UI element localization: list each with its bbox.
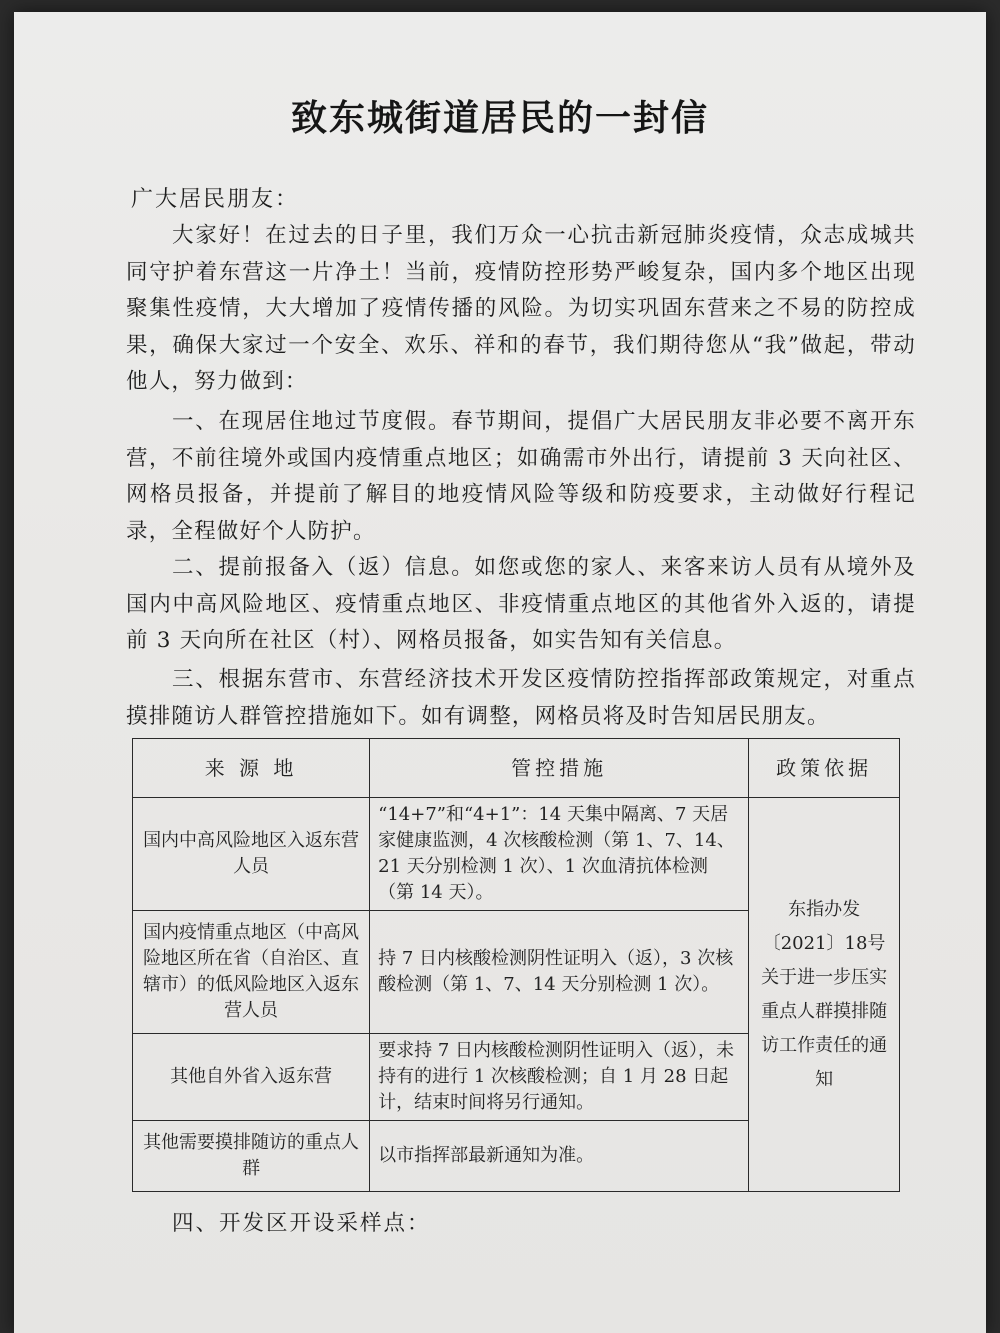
measure-cell: 以市指挥部最新通知为准。 [370, 1121, 749, 1192]
header-origin: 来 源 地 [133, 739, 370, 798]
measure-cell: “14+7”和“4+1”：14 天集中隔离、7 天居家健康监测，4 次核酸检测（第 1、7、14、21 天分别检测 1 次）、1 次血清抗体检测（第 14 天）。 [370, 798, 749, 911]
page-title: 致东城街道居民的一封信 [290, 98, 709, 139]
table-header-row [133, 739, 900, 798]
section-four-heading: 四、开发区开设采样点： [172, 1211, 431, 1236]
letter-page [14, 12, 986, 1333]
control-measures-table [132, 738, 900, 1192]
header-measure: 管控措施 [370, 739, 749, 798]
measure-cell: 持 7 日内核酸检测阴性证明入（返），3 次核酸检测（第 1、7、14 天分别检测 1 次）。 [370, 911, 749, 1034]
salutation: 广大居民朋友： [131, 187, 300, 212]
header-basis: 政策依据 [749, 739, 900, 798]
origin-cell: 国内中高风险地区入返东营人员 [133, 798, 370, 911]
origin-cell: 其他需要摸排随访的重点人群 [133, 1121, 370, 1192]
table-row [133, 798, 900, 911]
measure-cell: 要求持 7 日内核酸检测阴性证明入（返），未持有的进行 1 次核酸检测；自 1 月 28 日起计，结束时间将另行通知。 [370, 1034, 749, 1121]
origin-cell: 其他自外省入返东营 [133, 1034, 370, 1121]
paragraph-item-two: 二、提前报备入（返）信息。如您或您的家人、来客来访人员有从境外及国内中高风险地区、疫情重点地区、非疫情重点地区的其他省外入返的，请提前 3 天向所在社区（村）、网格员报备，如实告知有关信息。 [126, 555, 916, 653]
paragraph-item-one: 一、在现居住地过节度假。春节期间，提倡广大居民朋友非必要不离开东营，不前往境外或国内疫情重点地区；如确需市外出行，请提前 3 天向社区、网格员报备，并提前了解目的地疫情风险等级和防疫要求，主动做好行程记录，全程做好个人防护。 [126, 409, 916, 544]
policy-basis-cell: 东指办发〔2021〕18号关于进一步压实重点人群摸排随访工作责任的通知 [749, 798, 900, 1192]
origin-cell: 国内疫情重点地区（中高风险地区所在省（自治区、直辖市）的低风险地区入返东营人员 [133, 911, 370, 1034]
paragraph-item-three: 三、根据东营市、东营经济技术开发区疫情防控指挥部政策规定，对重点摸排随访人群管控措施如下。如有调整，网格员将及时告知居民朋友。 [126, 667, 916, 729]
paragraph-intro: 大家好！在过去的日子里，我们万众一心抗击新冠肺炎疫情，众志成城共同守护着东营这一片净土！当前，疫情防控形势严峻复杂，国内多个地区出现聚集性疫情，大大增加了疫情传播的风险。为切实巩固东营来之不易的防控成果，确保大家过一个安全、欢乐、祥和的春节，我们期待您从“我”做起，带动他人，努力做到： [126, 223, 916, 394]
